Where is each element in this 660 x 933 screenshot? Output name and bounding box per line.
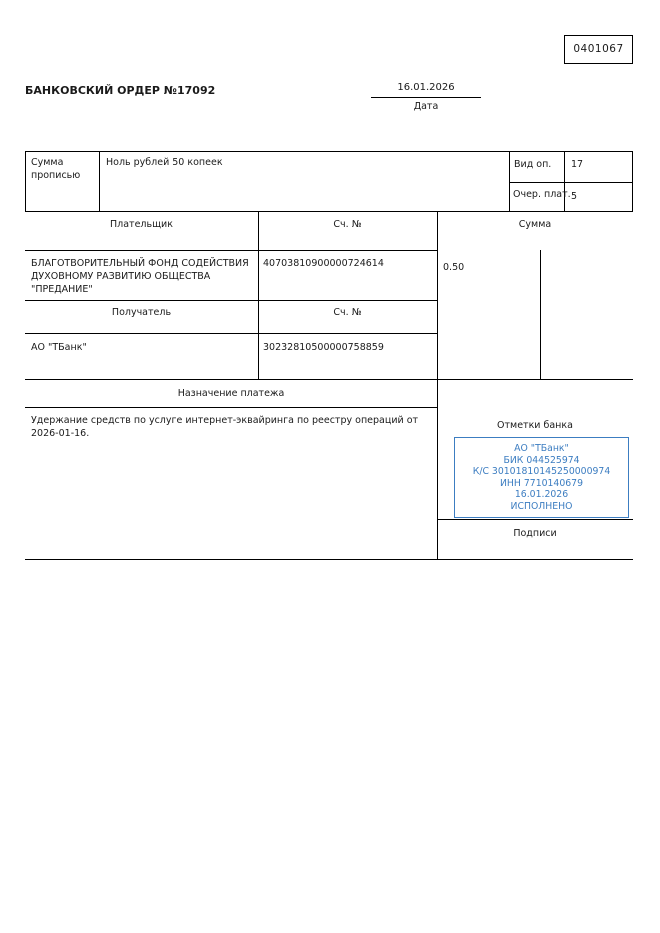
border-line xyxy=(25,559,633,560)
payer-account-label: Сч. № xyxy=(333,219,362,230)
date-block xyxy=(371,82,481,112)
border-line xyxy=(437,211,438,559)
border-line xyxy=(25,211,633,212)
purpose-value: Удержание средств по услуге интернет-эквайринга по реестру операций от 2026-01-16. xyxy=(31,415,419,439)
amount-words-value: Ноль рублей 50 копеек xyxy=(106,157,223,168)
border-line xyxy=(25,379,633,380)
border-line xyxy=(258,211,259,379)
payment-priority-label: Очер. плат. xyxy=(513,189,571,200)
receiver-label: Получатель xyxy=(111,307,172,318)
payer-name: БЛАГОТВОРИТЕЛЬНЫЙ ФОНД СОДЕЙСТВИЯ ДУХОВНОМУ РАЗВИТИЮ ОБЩЕСТВА "ПРЕДАНИЕ" xyxy=(31,258,249,295)
receiver-account: 30232810500000758859 xyxy=(263,342,384,353)
border-line xyxy=(25,250,437,251)
document-title: БАНКОВСКИЙ ОРДЕР №17092 xyxy=(25,84,216,97)
purpose-label: Назначение платежа xyxy=(177,388,285,399)
border-line xyxy=(632,151,633,211)
form-code-box xyxy=(564,35,633,64)
payer-label: Плательщик xyxy=(110,219,173,230)
receiver-name: АО "ТБанк" xyxy=(31,342,87,353)
border-line xyxy=(99,151,100,211)
border-line xyxy=(564,151,565,211)
border-line xyxy=(540,250,541,379)
amount-words-label: Сумма прописью xyxy=(31,157,81,181)
border-line xyxy=(25,151,26,211)
border-line xyxy=(25,333,437,334)
stamp-line: АО "ТБанк" xyxy=(514,443,569,454)
bank-stamp xyxy=(454,437,629,518)
border-line xyxy=(25,151,633,152)
stamp-line: БИК 044525974 xyxy=(503,454,580,466)
payment-priority-value: 5 xyxy=(571,191,578,202)
amount-value: 0.50 xyxy=(443,262,465,273)
border-line xyxy=(509,151,510,211)
stamp-line: ИНН 7710140679 xyxy=(499,477,584,489)
form-code: 0401067 xyxy=(573,43,624,55)
receiver-account-label: Сч. № xyxy=(333,307,362,318)
stamp-line: ИСПОЛНЕНО xyxy=(510,500,573,512)
op-type-label: Вид оп. xyxy=(514,159,552,170)
op-type-value: 17 xyxy=(571,159,584,170)
border-line xyxy=(25,300,437,301)
signatures-label: Подписи xyxy=(513,528,557,539)
border-line xyxy=(25,407,437,408)
payer-account: 40703810900000724614 xyxy=(263,258,384,269)
date-value: 16.01.2026 xyxy=(371,82,481,98)
stamp-line: К/С 30101810145250000974 xyxy=(472,466,611,477)
stamp-line: 16.01.2026 xyxy=(514,489,569,500)
border-line xyxy=(509,182,633,183)
bank-marks-label: Отметки банка xyxy=(497,420,573,431)
amount-label: Сумма xyxy=(518,219,552,230)
date-label: Дата xyxy=(413,101,439,112)
border-line xyxy=(437,519,633,520)
